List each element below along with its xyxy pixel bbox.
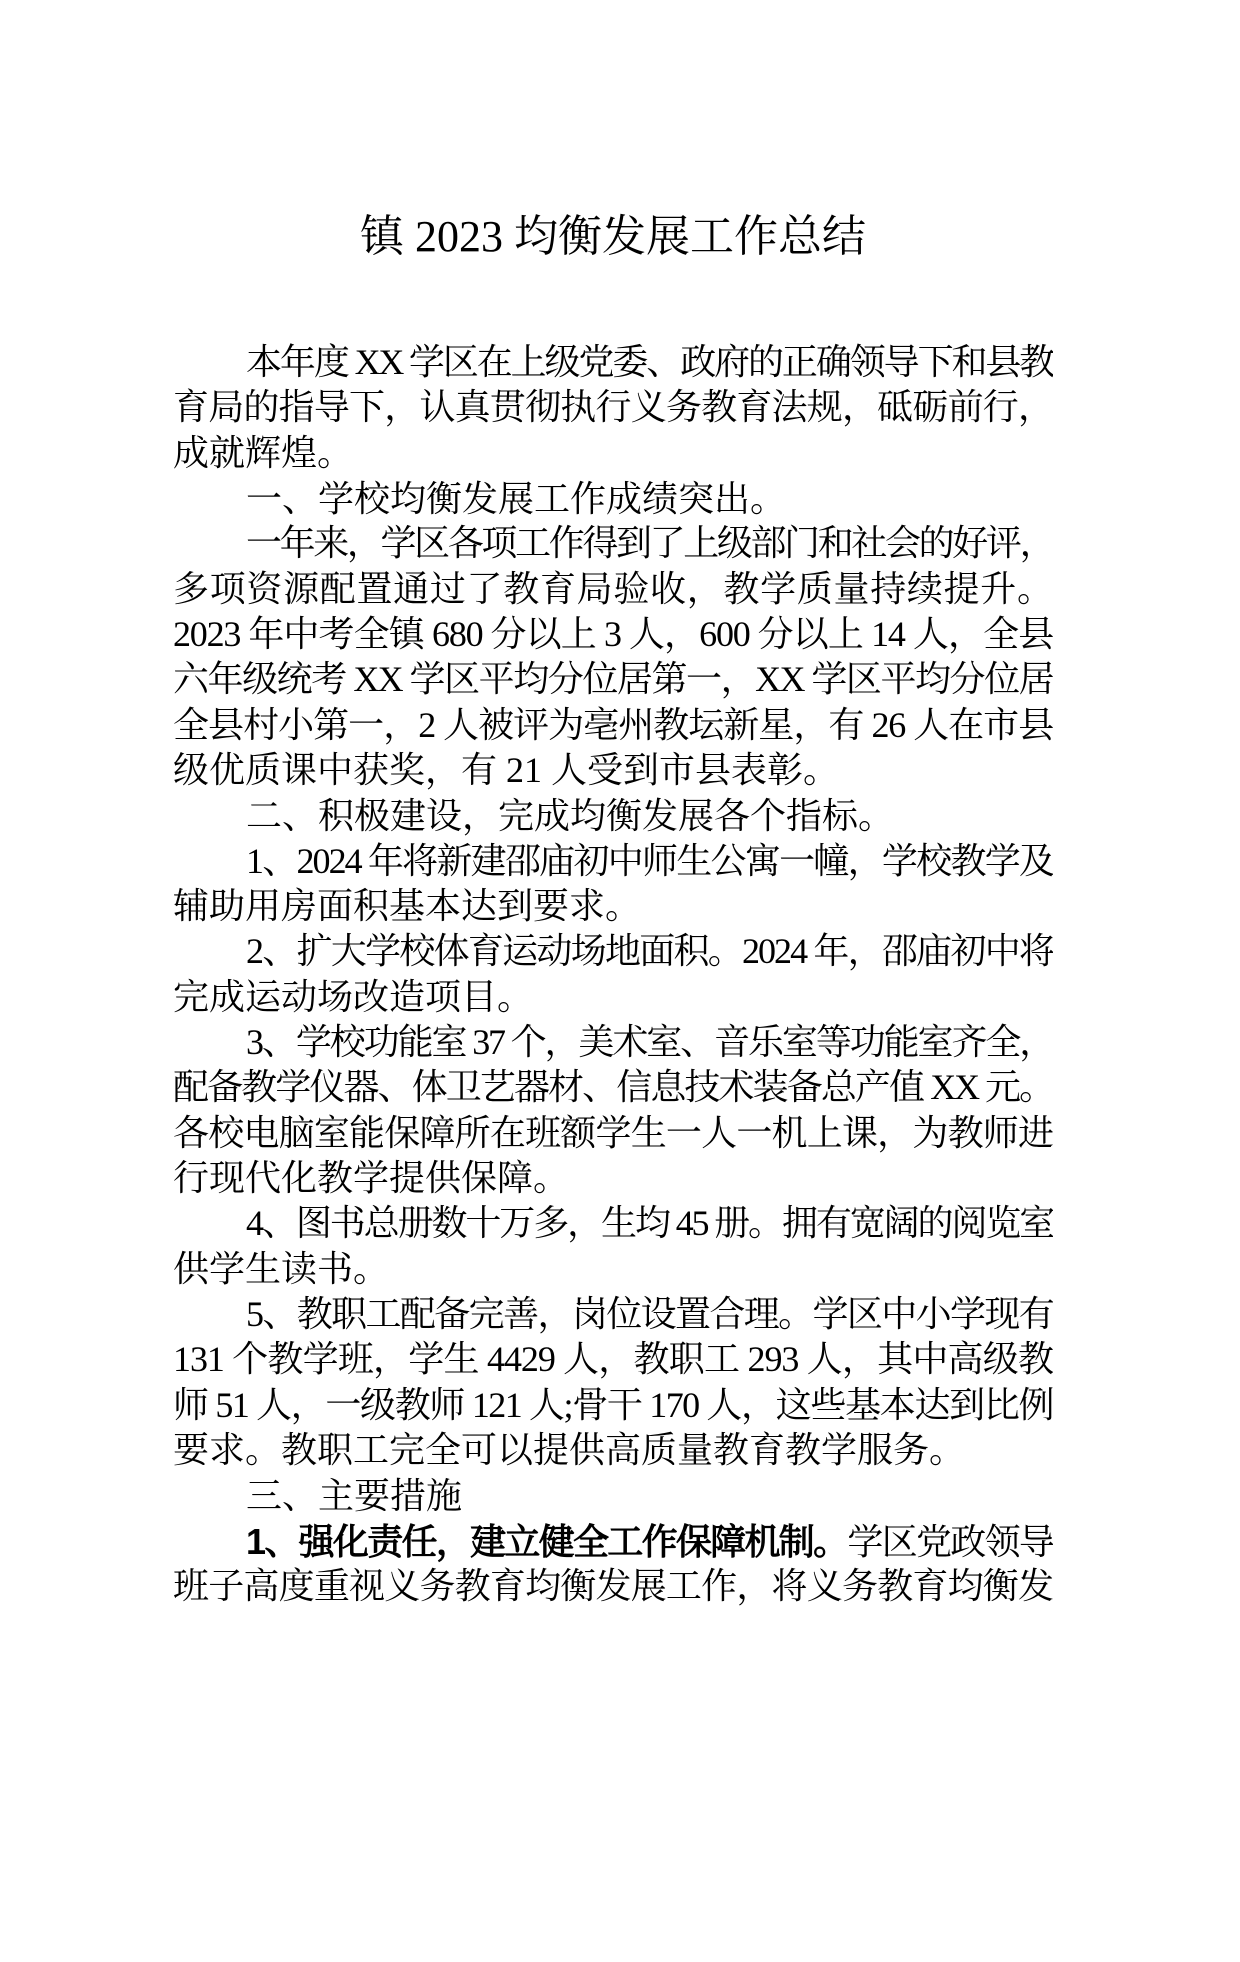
paragraph	[173, 1292, 1053, 1473]
text-line: 配备教学仪器、体卫艺器材、信息技术装备总产值 XX 元。	[173, 1067, 1053, 1108]
run-text: 学区党政领导	[847, 1521, 1053, 1562]
text-line: 全县村小第一，2 人被评为亳州教坛新星，有 26 人在市县	[173, 704, 1053, 745]
text-line: 3、学校功能室 37 个，美术室、音乐室等功能室齐全，	[246, 1021, 1053, 1062]
paragraph	[173, 1201, 1053, 1292]
text-line: 一、学校均衡发展工作成绩突出。	[246, 477, 787, 519]
text-line: 师 51 人，一级教师 121 人;骨干 170 人，这些基本达到比例	[173, 1384, 1053, 1425]
text-line: 供学生读书。	[173, 1248, 390, 1289]
bold-lead-text: 1、强化责任，建立健全工作保障机制。	[246, 1520, 848, 1562]
text-line: 4、图书总册数十万多，生均 45 册。拥有宽阔的阅览室	[246, 1203, 1053, 1244]
text-line: 多项资源配置通过了教育局验收，教学质量持续提升。	[173, 568, 1053, 609]
text-line: 1、2024 年将新建邵庙初中师生公寓一幢，学校教学及	[246, 840, 1053, 881]
text-line: 六年级统考 XX 学区平均分位居第一，XX 学区平均分位居	[173, 659, 1053, 700]
text-line: 育局的指导下，认真贯彻执行义务教育法规，砥砺前行，	[173, 387, 1053, 428]
paragraph	[173, 1519, 1053, 1610]
document-body	[173, 340, 1053, 1609]
section-heading	[173, 1473, 1053, 1518]
paragraph	[173, 340, 1053, 476]
section-heading	[173, 476, 1053, 521]
text-line: 完成运动场改造项目。	[173, 976, 534, 1017]
text-line: 辅助用房面积基本达到要求。	[173, 885, 642, 926]
text-line: 2023 年中考全镇 680 分以上 3 人，600 分以上 14 人，全县	[173, 613, 1053, 654]
paragraph	[173, 521, 1053, 793]
text-line: 级优质课中获奖，有 21 人受到市县表彰。	[173, 749, 840, 790]
text-line: 行现代化教学提供保障。	[173, 1157, 570, 1198]
text-line: 131 个教学班，学生 4429 人，教职工 293 人，其中高级教	[173, 1339, 1053, 1380]
text-line	[173, 1519, 1053, 1564]
text-line: 本年度 XX 学区在上级党委、政府的正确领导下和县教	[246, 342, 1053, 382]
page	[0, 208, 1240, 1962]
text-line: 二、积极建设，完成均衡发展各个指标。	[246, 795, 895, 837]
paragraph	[173, 839, 1053, 930]
document-page	[0, 208, 1240, 1962]
text-line: 成就辉煌。	[173, 432, 354, 473]
paragraph	[173, 929, 1053, 1020]
paragraph	[173, 1020, 1053, 1201]
text-line: 5、教职工配备完善，岗位设置合理。学区中小学现有	[246, 1293, 1053, 1334]
text-line: 2、扩大学校体育运动场地面积。2024 年，邵庙初中将	[246, 931, 1053, 972]
text-line: 要求。教职工完全可以提供高质量教育教学服务。	[173, 1429, 966, 1470]
text-line: 班子高度重视义务教育均衡发展工作，将义务教育均衡发	[173, 1565, 1053, 1606]
document-title: 镇 2023 均衡发展工作总结	[360, 212, 866, 261]
text-line: 三、主要措施	[246, 1475, 463, 1517]
text-line: 各校电脑室能保障所在班额学生一人一机上课，为教师进	[173, 1112, 1053, 1153]
section-heading	[173, 793, 1053, 838]
text-line: 一年来，学区各项工作得到了上级部门和社会的好评，	[246, 523, 1053, 564]
